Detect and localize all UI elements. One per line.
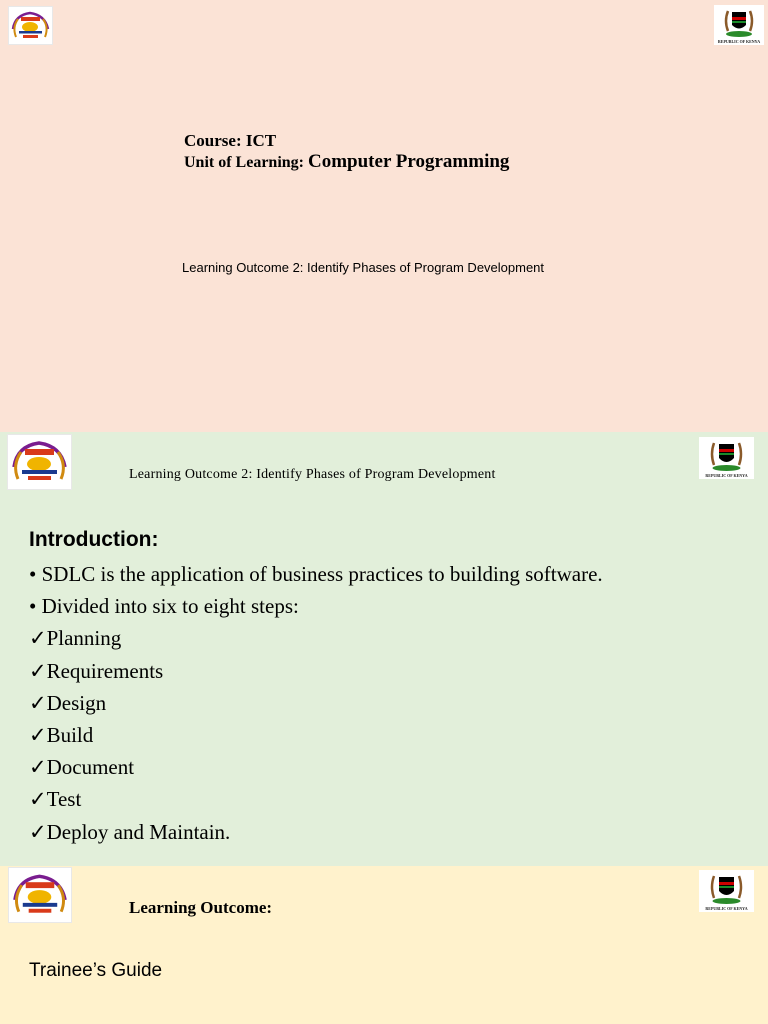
institution-emblem-icon — [8, 6, 53, 45]
kenya-coat-of-arms-icon — [699, 437, 754, 479]
slide-header: Learning Outcome 2: Identify Phases of Program Development — [129, 467, 496, 482]
seal-caption: REPUBLIC OF KENYA — [705, 473, 748, 478]
seal-caption: REPUBLIC OF KENYA — [717, 39, 761, 44]
list-item: • SDLC is the application of business practices to building software. — [29, 562, 603, 586]
list-item: ✓Requirements — [29, 658, 164, 683]
learning-outcome-subtitle: Learning Outcome 2: Identify Phases of Program Development — [182, 260, 545, 275]
list-item: ✓Build — [29, 723, 94, 748]
section-heading: Introduction: — [29, 528, 159, 551]
kenya-coat-of-arms-icon — [714, 5, 764, 45]
unit-of-learning — [184, 151, 509, 173]
list-item: ✓Deploy and Maintain. — [29, 819, 231, 844]
list-item: ✓Test — [29, 787, 82, 812]
kenya-coat-of-arms-icon — [699, 870, 754, 912]
slide-title: Learning Outcome: — [129, 898, 273, 917]
learning-outcome-slide — [0, 866, 768, 1024]
institution-emblem-icon — [7, 434, 72, 490]
introduction-slide — [0, 432, 768, 866]
unit-label: Unit of Learning: — [184, 154, 308, 171]
title-slide — [0, 0, 768, 432]
list-item: ✓Design — [29, 690, 107, 715]
institution-emblem-icon — [8, 867, 72, 923]
list-item: ✓Document — [29, 755, 135, 780]
sdlc-bullet-list — [29, 558, 603, 848]
seal-caption: REPUBLIC OF KENYA — [705, 906, 748, 911]
unit-value: Computer Programming — [308, 151, 510, 172]
list-item: ✓Planning — [29, 626, 122, 651]
trainee-guide-label: Trainee’s Guide — [29, 960, 163, 981]
list-item: • Divided into six to eight steps: — [29, 594, 299, 619]
course-title: Course: ICT — [184, 131, 277, 150]
